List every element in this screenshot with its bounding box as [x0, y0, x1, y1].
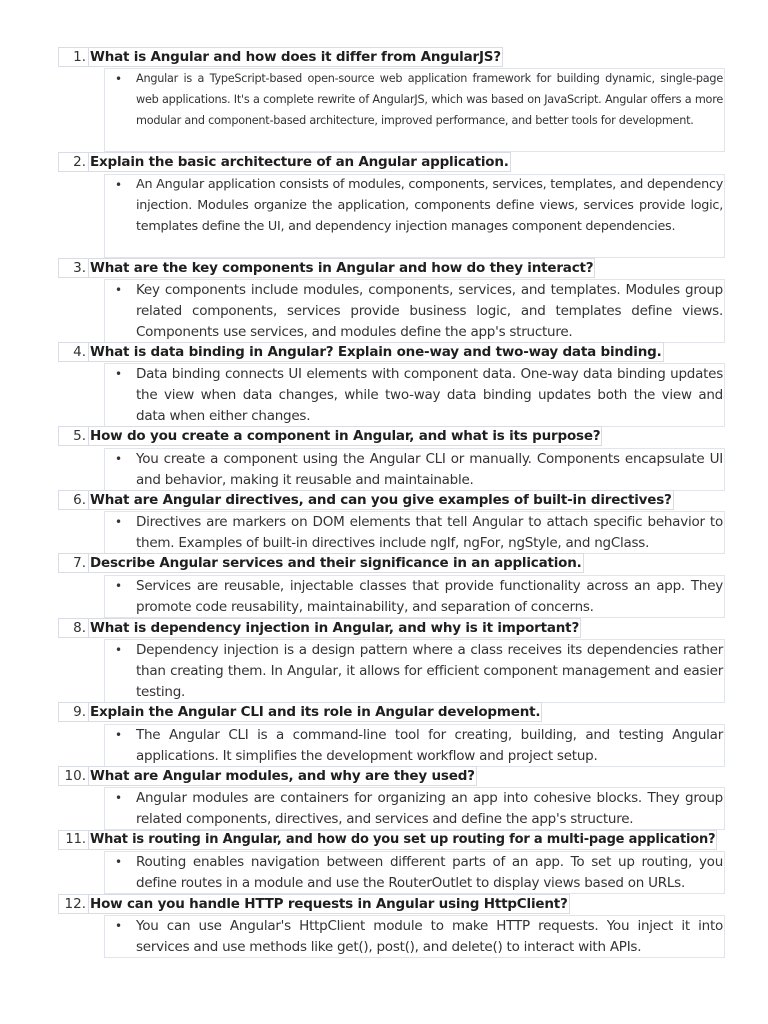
- answer-text: Directives are markers on DOM elements that tell Angular to attach specific behavior to them. Examples of built-in directives include ngIf, ngFor, ngStyle, and ngClass.: [136, 514, 723, 551]
- answer-block: [104, 363, 725, 427]
- answer-text: Angular is a TypeScript-based open-source web application framework for building dynamic, single-page web applications. It's a complete rewrite of AngularJS, which was based on JavaScript. Angular offers a more modular and component-based architecture, improved performance, and better tools for development.: [136, 72, 723, 127]
- bullet-icon: •: [115, 178, 123, 192]
- question-text: What is data binding in Angular? Explain one-way and two-way data binding.: [90, 344, 662, 360]
- question-text: What are the key components in Angular and how do they interact?: [90, 260, 594, 276]
- answer-block: [104, 174, 725, 258]
- bullet-icon: •: [115, 728, 123, 742]
- answer-text: Angular modules are containers for organizing an app into cohesive blocks. They group related components, directives, and services and define the app's structure.: [136, 790, 723, 827]
- answer-block: [104, 575, 725, 618]
- bullet-icon: •: [115, 855, 123, 869]
- question-number: 1.: [58, 47, 88, 67]
- question-text: How do you create a component in Angular, and what is its purpose?: [90, 428, 601, 444]
- answer-block: [104, 639, 725, 703]
- answer-block: [104, 511, 725, 554]
- answer-block: [104, 68, 725, 152]
- answer-text: Services are reusable, injectable classes that provide functionality across an app. They promote code reusability, maintainability, and separation of concerns.: [136, 578, 723, 615]
- answer-block: [104, 448, 725, 491]
- question-number: 8.: [58, 618, 88, 638]
- answer-text: You can use Angular's HttpClient module to make HTTP requests. You inject it into services and use methods like get(), post(), and delete() to interact with APIs.: [136, 918, 723, 955]
- bullet-icon: •: [115, 72, 123, 86]
- question-number: 5.: [58, 426, 88, 446]
- answer-text: You create a component using the Angular CLI or manually. Components encapsulate UI and behavior, making it reusable and maintainable.: [136, 451, 723, 488]
- question-row: [58, 553, 584, 573]
- question-number: 9.: [58, 702, 88, 722]
- question-text: What is routing in Angular, and how do you set up routing for a multi-page application?: [88, 830, 717, 850]
- bullet-icon: •: [115, 643, 123, 657]
- question-text: Explain the Angular CLI and its role in Angular development.: [90, 704, 541, 720]
- question-row: [58, 618, 581, 638]
- bullet-icon: •: [115, 791, 123, 805]
- question-number: 10.: [58, 766, 88, 786]
- question-text: What are Angular directives, and can you give examples of built-in directives?: [90, 492, 672, 508]
- question-number: 4.: [58, 342, 88, 362]
- answer-text: The Angular CLI is a command-line tool for creating, building, and testing Angular applications. It simplifies the development workflow and project setup.: [136, 727, 723, 764]
- answer-text: An Angular application consists of modules, components, services, templates, and dependency injection. Modules organize the application, components define views, services provide logic, templates define the UI, and dependency injection manages component dependencies.: [136, 177, 723, 234]
- answer-block: [104, 915, 725, 958]
- question-row: [58, 152, 511, 172]
- answer-block: [104, 787, 725, 830]
- question-row: [58, 830, 717, 850]
- question-row: [58, 342, 664, 362]
- question-number: 2.: [58, 152, 88, 172]
- answer-text: Routing enables navigation between different parts of an app. To set up routing, you define routes in a module and use the RouterOutlet to display views based on URLs.: [136, 854, 723, 891]
- question-number: 6.: [58, 490, 88, 510]
- question-number: 12.: [58, 894, 88, 914]
- question-text: What are Angular modules, and why are they used?: [90, 768, 475, 784]
- question-row: [58, 490, 674, 510]
- bullet-icon: •: [115, 515, 123, 529]
- question-text: Explain the basic architecture of an Angular application.: [90, 154, 509, 170]
- question-text: What is Angular and how does it differ from AngularJS?: [90, 49, 501, 65]
- bullet-icon: •: [115, 579, 123, 593]
- answer-text: Data binding connects UI elements with component data. One-way data binding updates the view when data changes, while two-way data binding updates both the view and data when either changes.: [136, 366, 723, 424]
- question-text: Describe Angular services and their significance in an application.: [90, 555, 582, 571]
- answer-block: [104, 279, 725, 343]
- answer-block: [104, 724, 725, 767]
- bullet-icon: •: [115, 367, 123, 381]
- bullet-icon: •: [115, 452, 123, 466]
- question-number: 7.: [58, 553, 88, 573]
- question-number: 3.: [58, 258, 88, 278]
- question-row: [58, 766, 477, 786]
- question-row: [58, 426, 602, 446]
- question-row: [58, 894, 570, 914]
- question-row: [58, 47, 503, 67]
- question-row: [58, 258, 595, 278]
- bullet-icon: •: [115, 919, 123, 933]
- question-number: 11.: [58, 830, 88, 850]
- answer-text: Dependency injection is a design pattern where a class receives its dependencies rather than creating them. In Angular, it allows for efficient component management and easier testing.: [136, 642, 723, 700]
- bullet-icon: •: [115, 283, 123, 297]
- question-text: How can you handle HTTP requests in Angular using HttpClient?: [90, 896, 568, 912]
- question-text: What is dependency injection in Angular, and why is it important?: [90, 620, 580, 636]
- answer-block: [104, 851, 725, 894]
- question-row: [58, 702, 542, 722]
- answer-text: Key components include modules, components, services, and templates. Modules group related components, services provide business logic, and templates define views. Components use services, and modules define the app's structure.: [136, 282, 723, 340]
